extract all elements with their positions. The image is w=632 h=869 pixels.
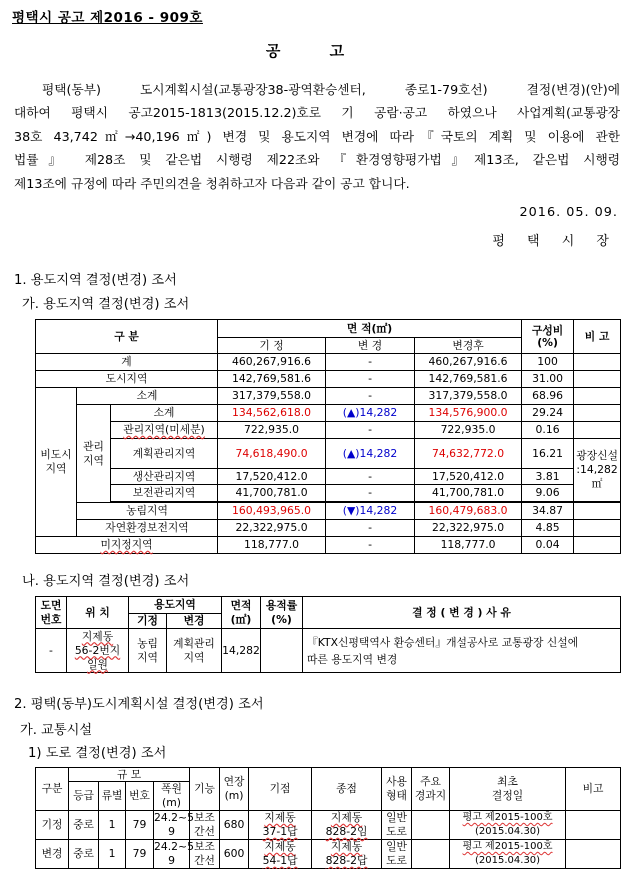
header-note: 비고 xyxy=(566,768,621,811)
header-end: 종점 xyxy=(312,768,382,811)
body-line: 평택(동부) 도시계획시설(교통광장38-광역환승센터, 종로1-79호선) 결정(변경)(안)에 xyxy=(42,82,620,97)
subsection-heading: 1) 도로 결정(변경) 조서 xyxy=(28,746,167,761)
body-line: 제13조에 규정에 따라 주민의견을 청취하고자 다음과 같이 공고 합니다. xyxy=(14,175,410,191)
header-no: 도면 번호 xyxy=(36,597,67,629)
header-change: 변 경 xyxy=(326,338,415,354)
section-heading: 2. 평택(동부)도시계획시설 결정(변경) 조서 xyxy=(14,697,264,712)
before-cell: 농림 지역 xyxy=(129,629,167,673)
issuer: 평 택 시 장 xyxy=(492,234,618,249)
header-area: 면적 (㎡) xyxy=(222,597,261,629)
header-loc: 위 치 xyxy=(67,597,129,629)
table-row: 계 460,267,916.6 - 460,267,916.6 100 xyxy=(36,354,621,371)
section-heading: 1. 용도지역 결정(변경) 조서 xyxy=(14,273,177,288)
header-ratio: 구성비 (%) xyxy=(522,320,574,354)
note-plan: 광장신설 :14,282㎡ xyxy=(574,439,621,502)
table-row: 생산관리지역 17,520,412.0 - 17,520,412.0 3.81 xyxy=(36,469,621,485)
page-title: 공 고 xyxy=(265,42,367,60)
header-after: 변경후 xyxy=(415,338,522,354)
table-row: 변경 중로 1 79 24.2~5 9 보조 간선 600 지제동 54-1답 지제동 828-2답 일반 도로 평고 제2015-100호 (2015.04.30) xyxy=(36,840,621,869)
table-row: - 지제동 56-2번지 일원 농림 지역 계획관리 지역 14,282 『KTX신평택역사 환승센터』개설공사로 교통광장 신설에 따른 용도지역 변경 xyxy=(36,629,621,673)
header-class: 류별 xyxy=(99,782,126,811)
header-area: 면 적(㎡) xyxy=(218,320,522,338)
subsection-heading: 가. 교통시설 xyxy=(20,723,93,738)
notice-date: 2016. 05. 09. xyxy=(519,205,618,220)
change-cell: 계획관리 지역 xyxy=(167,629,222,673)
header-gubun: 구 분 xyxy=(36,320,218,354)
header-main: 주요 경과지 xyxy=(412,768,450,811)
subsection-heading: 가. 용도지역 결정(변경) 조서 xyxy=(22,297,190,312)
header-len: 연장 (m) xyxy=(220,768,249,811)
header-before: 기 정 xyxy=(218,338,326,354)
header-start: 기점 xyxy=(249,768,312,811)
table-row: 도시지역 142,769,581.6 - 142,769,581.6 31.00 xyxy=(36,371,621,388)
road-table xyxy=(35,767,621,869)
group-nonurban: 비도시 지역 xyxy=(36,388,77,537)
header-grade: 등급 xyxy=(69,782,99,811)
location-cell: 지제동 56-2번지 일원 xyxy=(67,629,129,673)
reason-cell: 『KTX신평택역사 환승센터』개설공사로 교통광장 신설에 따른 용도지역 변경 xyxy=(303,629,621,673)
header-scale: 규 모 xyxy=(69,768,190,782)
body-line: 38호 43,742㎡→40,196㎡) 변경 및 용도지역 변경에 따라『국토의 계획 및 이용에 관한 xyxy=(14,128,620,144)
header-no: 번호 xyxy=(126,782,154,811)
body-line: 법률』 제28조 및 같은법 시행령 제22조와 『환경영향평가법』제13조, 같은법 시행령 xyxy=(14,152,620,168)
table-row: 비도시 지역 소계 317,379,558.0 - 317,379,558.0 68.96 xyxy=(36,388,621,405)
header-note: 비 고 xyxy=(574,320,621,354)
notice-body xyxy=(14,78,620,195)
table-row: 자연환경보전지역 22,322,975.0 - 22,322,975.0 4.85 xyxy=(36,520,621,537)
subsection-heading: 나. 용도지역 결정(변경) 조서 xyxy=(22,574,190,589)
header-change: 변경 xyxy=(167,614,222,629)
table-row: 관리지역(미세분) 722,935.0 - 722,935.0 0.16 xyxy=(36,422,621,439)
header-ratio: 용적률 (%) xyxy=(261,597,303,629)
header-reason: 결 정 ( 변 경 ) 사 유 xyxy=(303,597,621,629)
zoning-reason-table xyxy=(35,596,621,673)
group-mgmt: 관리 지역 xyxy=(77,405,111,503)
header-zone: 용도지역 xyxy=(129,597,222,614)
table-row: 관리 지역 소계 134,562,618.0 (▲)14,282 134,576,900.0 29.24 xyxy=(36,405,621,422)
table-row: 농림지역 160,493,965.0 (▼)14,282 160,479,683.0 34.87 xyxy=(36,503,621,520)
table-row: 미지정지역 118,777.0 - 118,777.0 0.04 xyxy=(36,537,621,554)
header-use: 사용 형태 xyxy=(382,768,412,811)
table-row: 보전관리지역 41,700,781.0 - 41,700,781.0 9.06 xyxy=(36,485,621,502)
header-gubun: 구분 xyxy=(36,768,69,811)
header-first: 최초 결정일 xyxy=(450,768,566,811)
table-row: 기정 중로 1 79 24.2~5 9 보조 간선 680 지제동 37-1답 지제동 828-2임 일반 도로 평고 제2015-100호 (2015.04.30) xyxy=(36,811,621,840)
header-width: 폭원 (m) xyxy=(154,782,190,811)
header-func: 기능 xyxy=(190,768,220,811)
table-row: 계획관리지역 74,618,490.0 (▲)14,282 74,632,772.0 16.21 광장신설 :14,282㎡ xyxy=(36,439,621,469)
zoning-table xyxy=(35,319,621,554)
body-line: 대하여 평택시 공고2015-1813(2015.12.2)호로 기 공람·공고 하였으나 사업계획(교통광장 xyxy=(14,105,620,121)
header-before: 기정 xyxy=(129,614,167,629)
notice-number: 평택시 공고 제2016 - 909호 xyxy=(12,10,203,26)
